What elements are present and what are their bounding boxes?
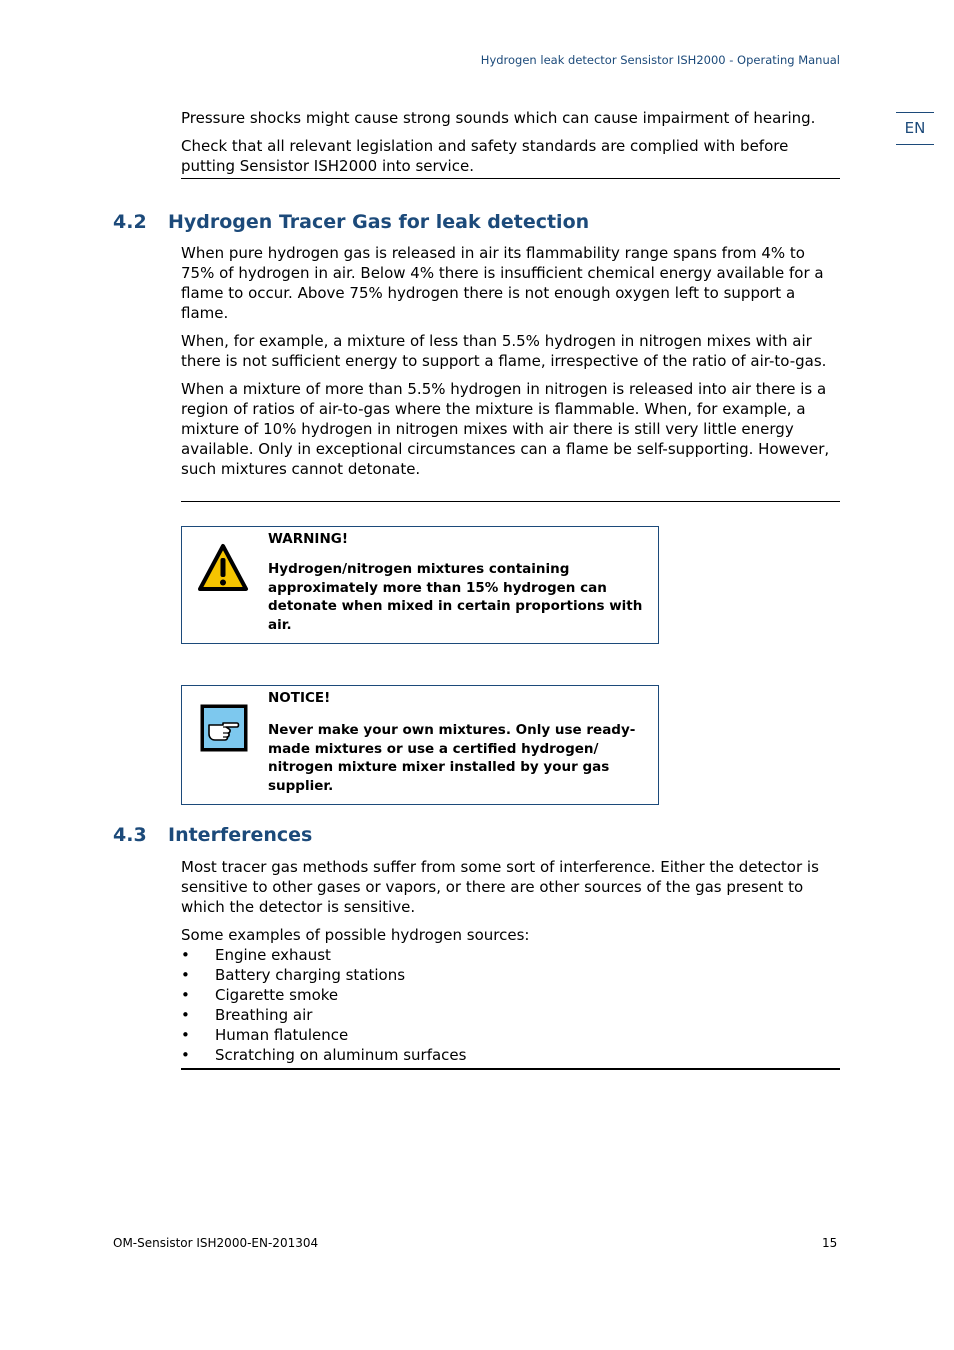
section-number: 4.3 xyxy=(113,824,147,846)
paragraph: When pure hydrogen gas is released in air its flammability range spans from 4% to 75% of hydrogen in air. Below 4% there is insufficient chemical energy available for a flame to occur. Above 75% hydrogen there is not enough oxygen left to support a flame. xyxy=(181,244,824,322)
language-tab: EN xyxy=(896,112,934,145)
warning-callout xyxy=(181,526,659,644)
warning-title: WARNING! xyxy=(268,531,348,547)
warning-message: Hydrogen/nitrogen mixtures containing approximately more than 15% hydrogen can detonate when mixed in certain proportions with air. xyxy=(268,561,643,634)
section-heading-4-2 xyxy=(113,210,589,234)
hydrogen-sources-list xyxy=(181,945,841,1065)
list-item: • Cigarette smoke xyxy=(181,985,841,1005)
section-title: Hydrogen Tracer Gas for leak detection xyxy=(168,211,590,233)
paragraph: When a mixture of more than 5.5% hydrogen in nitrogen is released into air there is a region of ratios of air-to-gas where the mixture is flammable. When, for example, a mixture of 10% hydrogen in nitrogen mixes with air there is still very little energy available. Only in exceptional circumstances can a flame be self-supporting. However, such mixtures cannot detonate. xyxy=(181,380,830,478)
paragraph: Check that all relevant legislation and safety standards are complied with before putting Sensistor ISH2000 into service. xyxy=(181,137,789,175)
section-4-2-text xyxy=(181,243,841,479)
pointing-hand-icon xyxy=(199,703,249,757)
footer-document-id: OM-Sensistor ISH2000-EN-201304 xyxy=(113,1236,319,1250)
section-heading-4-3 xyxy=(113,823,312,847)
page-number: 15 xyxy=(822,1236,838,1250)
warning-triangle-icon xyxy=(197,543,249,597)
section-number: 4.2 xyxy=(113,211,147,233)
list-item: • Human flatulence xyxy=(181,1025,841,1045)
paragraph: Most tracer gas methods suffer from some sort of interference. Either the detector is sensitive to other gases or vapors, or there are other sources of the gas present to which the detector is sensitive. xyxy=(181,858,819,916)
section-title: Interferences xyxy=(168,824,313,846)
notice-message: Never make your own mixtures. Only use ready-made mixtures or use a certified hydrogen/ nitrogen mixture mixer installed by your gas supplier. xyxy=(268,722,636,795)
paragraph: Some examples of possible hydrogen sources: xyxy=(181,926,530,944)
divider xyxy=(181,1068,840,1070)
section-4-3-text xyxy=(181,857,841,1065)
notice-title: NOTICE! xyxy=(268,690,331,706)
paragraph: Pressure shocks might cause strong sounds which can cause impairment of hearing. xyxy=(181,109,816,127)
list-item: • Breathing air xyxy=(181,1005,841,1025)
list-item: • Scratching on aluminum surfaces xyxy=(181,1045,841,1065)
running-header: Hydrogen leak detector Sensistor ISH2000 - Operating Manual xyxy=(480,53,840,67)
divider xyxy=(181,178,840,179)
intro-text xyxy=(181,108,841,176)
notice-callout xyxy=(181,685,659,805)
list-item: • Engine exhaust xyxy=(181,945,841,965)
paragraph: When, for example, a mixture of less than 5.5% hydrogen in nitrogen mixes with air there is not sufficient energy to support a flame, irrespective of the ratio of air-to-gas. xyxy=(181,332,827,370)
divider xyxy=(181,501,840,502)
list-item: • Battery charging stations xyxy=(181,965,841,985)
